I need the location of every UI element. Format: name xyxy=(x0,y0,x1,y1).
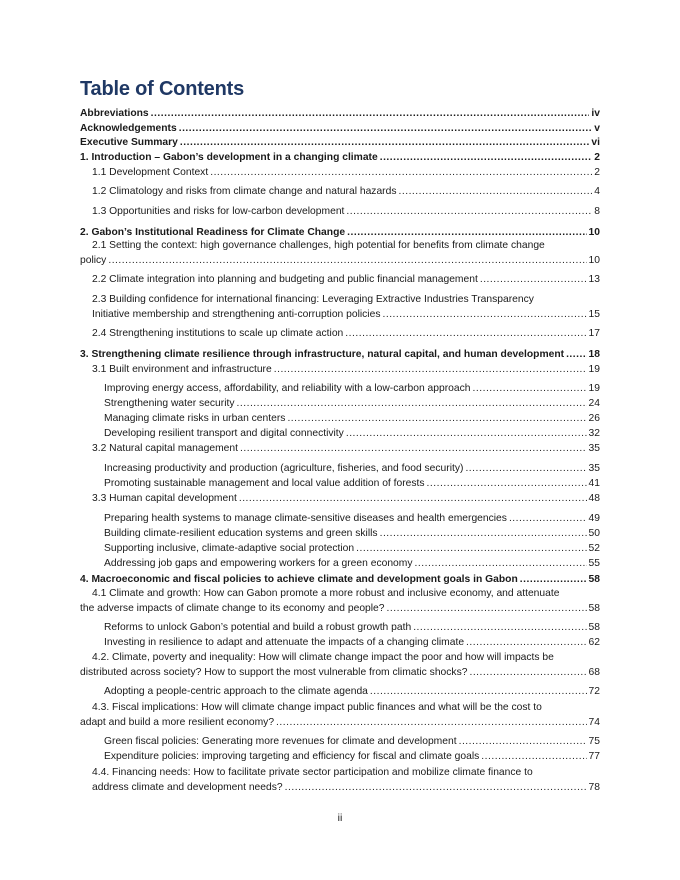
toc-page-number: 58 xyxy=(588,622,600,633)
toc-page-number: 32 xyxy=(588,428,600,439)
toc-entry-3-3[interactable] xyxy=(92,492,600,507)
toc-page-number: 72 xyxy=(588,686,600,697)
toc-entry-section-1[interactable] xyxy=(80,151,600,166)
page-title: Table of Contents xyxy=(80,78,245,100)
toc-entry-education[interactable] xyxy=(104,527,600,542)
toc-entry-health[interactable] xyxy=(104,512,600,527)
toc-page-number: 17 xyxy=(588,328,600,339)
toc-entry-label: Executive Summary xyxy=(80,137,178,148)
toc-entry-forests[interactable] xyxy=(104,477,600,492)
toc-entry-label: Managing climate risks in urban centers xyxy=(104,413,286,424)
dot-leader xyxy=(276,716,586,731)
dot-leader xyxy=(179,122,593,137)
toc-page-number: 41 xyxy=(588,478,600,489)
toc-page-number: 68 xyxy=(588,666,600,678)
toc-page-number: 2 xyxy=(594,166,600,178)
toc-entry-label-continued: distributed across society? How to support the most vulnerable from climatic shocks? xyxy=(80,666,468,678)
toc-page-number: 19 xyxy=(588,363,600,375)
dot-leader xyxy=(427,477,587,492)
toc-entry-urban[interactable] xyxy=(104,412,600,427)
dot-leader xyxy=(356,542,586,557)
dot-leader xyxy=(382,308,586,323)
toc-entry-water[interactable] xyxy=(104,397,600,412)
toc-entry-jobs[interactable] xyxy=(104,557,600,572)
toc-page-number: 58 xyxy=(588,574,600,585)
toc-entry-green-fiscal[interactable] xyxy=(104,735,600,750)
toc-entry-label: 4.1 Climate and growth: How can Gabon promote a more robust and inclusive economy, and attenuate xyxy=(92,588,560,599)
dot-leader xyxy=(285,781,587,796)
toc-entry-label: 3.2 Natural capital management xyxy=(92,443,238,454)
toc-entry-label-continued: policy xyxy=(80,254,107,266)
toc-entry-social-protection[interactable] xyxy=(104,542,600,557)
toc-entry-label: 2.3 Building confidence for international financing: Leveraging Extractive Industries Transparency xyxy=(92,294,534,305)
toc-page-number: 2 xyxy=(594,152,600,163)
toc-entry-transport[interactable] xyxy=(104,427,600,442)
toc-entry-label: Building climate-resilient education systems and green skills xyxy=(104,528,378,539)
toc-page-number: 62 xyxy=(588,637,600,648)
toc-page-number: 10 xyxy=(588,227,600,238)
dot-leader xyxy=(415,557,587,572)
toc-page-number: 19 xyxy=(588,383,600,394)
toc-entry-expenditure[interactable] xyxy=(104,750,600,765)
toc-entry-people-centric[interactable] xyxy=(104,685,600,700)
toc-entry-reforms[interactable] xyxy=(104,621,600,636)
toc-entry-2-1[interactable] xyxy=(80,239,600,268)
toc-entry-label-continued: address climate and development needs? xyxy=(92,781,283,793)
dot-leader xyxy=(413,621,586,636)
toc-page-number: 4 xyxy=(594,186,600,197)
toc-entry-3-1[interactable] xyxy=(92,363,600,378)
toc-entry-label: 2.1 Setting the context: high governance challenges, high potential for benefits from climate change xyxy=(92,240,545,251)
toc-entry-label: 3.3 Human capital development xyxy=(92,493,237,504)
toc-page-number: 26 xyxy=(588,413,600,424)
dot-leader xyxy=(240,442,587,457)
dot-leader xyxy=(520,573,587,588)
toc-entry-label: 4.3. Fiscal implications: How will climate change impact public finances and what will be the cost to xyxy=(92,702,542,713)
toc-entry-label: Expenditure policies: improving targeting and efficiency for fiscal and climate goals xyxy=(104,751,480,762)
toc-entry-resilience[interactable] xyxy=(104,636,600,651)
toc-page-number: 75 xyxy=(588,736,600,747)
toc-entry-label: Developing resilient transport and digital connectivity xyxy=(104,428,344,439)
toc-entry-2-3[interactable] xyxy=(92,293,600,322)
toc-page-number: 15 xyxy=(588,308,600,320)
dot-leader xyxy=(480,273,587,288)
toc-page-number: 52 xyxy=(588,543,600,554)
toc-page-number: 24 xyxy=(588,398,600,409)
toc-entry-3-2[interactable] xyxy=(92,442,600,457)
toc-entry-2-4[interactable] xyxy=(92,327,600,342)
toc-page-number: 48 xyxy=(588,493,600,504)
dot-leader xyxy=(469,666,586,681)
toc-entry-label: Preparing health systems to manage climate-sensitive diseases and health emergencies xyxy=(104,513,507,524)
toc-entry-label: Addressing job gaps and empowering workers for a green economy xyxy=(104,558,413,569)
toc-page-number: 74 xyxy=(588,716,600,728)
toc-page-number: 8 xyxy=(594,206,600,217)
dot-leader xyxy=(473,382,587,397)
toc-page-number: 50 xyxy=(588,528,600,539)
toc-entry-label: 2. Gabon’s Institutional Readiness for Climate Change xyxy=(80,227,346,238)
toc-entry-label: 1.1 Development Context xyxy=(92,166,209,178)
dot-leader xyxy=(459,735,587,750)
toc-page-number: 77 xyxy=(588,751,600,762)
toc-page-number: 35 xyxy=(588,463,600,474)
toc-entry-label: 2.2 Climate integration into planning and budgeting and public financial management xyxy=(92,274,478,285)
toc-page-number: v xyxy=(594,122,600,134)
toc-entry-1-2[interactable] xyxy=(92,185,600,200)
toc-entry-2-2[interactable] xyxy=(92,273,600,288)
toc-entry-label: Adopting a people-centric approach to the climate agenda xyxy=(104,686,368,697)
toc-page-number: vi xyxy=(591,137,600,148)
toc-entry-label: 2.4 Strengthening institutions to scale up climate action xyxy=(92,328,344,339)
toc-entry-label: Promoting sustainable management and local value addition of forests xyxy=(104,478,425,489)
toc-entry-label-continued: Initiative membership and strengthening anti-corruption policies xyxy=(92,308,381,320)
toc-entry-label: Green fiscal policies: Generating more revenues for climate and development xyxy=(104,736,457,747)
toc-entry-label: Increasing productivity and production (agriculture, fisheries, and food security) xyxy=(104,463,464,474)
toc-entry-4-1[interactable] xyxy=(80,587,600,616)
toc-entry-energy[interactable] xyxy=(104,382,600,397)
dot-leader xyxy=(481,750,586,765)
toc-page-number: 10 xyxy=(588,254,600,266)
toc-entry-label: Investing in resilience to adapt and attenuate the impacts of a changing climate xyxy=(104,637,465,648)
toc-entry-1-1[interactable] xyxy=(92,166,600,181)
toc-entry-executive-summary[interactable] xyxy=(80,136,600,151)
toc-entry-label: Reforms to unlock Gabon’s potential and build a robust growth path xyxy=(104,622,412,633)
dot-leader xyxy=(346,205,592,220)
dot-leader xyxy=(465,462,586,477)
toc-page-number: 13 xyxy=(588,274,600,285)
toc-entry-label: 4.2. Climate, poverty and inequality: How will climate change impact the poor and how will impacts be xyxy=(92,652,554,663)
toc-entry-4-4[interactable] xyxy=(92,766,600,795)
dot-leader xyxy=(466,636,586,651)
dot-leader xyxy=(274,363,587,378)
toc-entry-4-2[interactable] xyxy=(80,651,600,680)
dot-leader xyxy=(151,107,590,122)
toc-entry-label: 4.4. Financing needs: How to facilitate private sector participation and mobilize climate finance to xyxy=(92,767,533,778)
toc-entry-label: 1. Introduction – Gabon’s development in a changing climate xyxy=(80,152,378,163)
dot-leader xyxy=(509,512,587,527)
toc-entry-abbreviations[interactable] xyxy=(80,107,600,122)
dot-leader xyxy=(398,185,592,200)
toc-entry-section-3[interactable] xyxy=(80,348,600,363)
toc-page-number: 58 xyxy=(588,602,600,614)
dot-leader xyxy=(237,397,587,412)
toc-entry-label: 3. Strengthening climate resilience through infrastructure, natural capital, and human development xyxy=(80,349,565,360)
toc-entry-label-continued: the adverse impacts of climate change to its economy and people? xyxy=(80,602,385,614)
dot-leader xyxy=(370,685,587,700)
dot-leader xyxy=(380,151,593,166)
toc-page-number: iv xyxy=(591,108,600,119)
dot-leader xyxy=(566,348,586,363)
dot-leader xyxy=(210,166,592,181)
toc-entry-label: 3.1 Built environment and infrastructure xyxy=(92,363,272,375)
dot-leader xyxy=(346,427,587,442)
toc-entry-label-continued: adapt and build a more resilient economy? xyxy=(80,716,275,728)
toc-page-number: 18 xyxy=(588,349,600,360)
toc-entry-label: Abbreviations xyxy=(80,108,149,119)
toc-entry-label: 4. Macroeconomic and fiscal policies to achieve climate and development goals in Gabon xyxy=(80,574,518,585)
toc-entry-label: Improving energy access, affordability, and reliability with a low-carbon approach xyxy=(104,383,471,394)
dot-leader xyxy=(108,254,586,269)
toc-page-number: 49 xyxy=(588,513,600,524)
toc-entry-label: Supporting inclusive, climate-adaptive social protection xyxy=(104,543,355,554)
toc-page-number: 35 xyxy=(588,443,600,454)
toc-entry-4-3[interactable] xyxy=(80,701,600,730)
toc-entry-label: Acknowledgements xyxy=(80,122,177,134)
toc-page-number: 78 xyxy=(588,781,600,793)
toc-page-number: 55 xyxy=(588,558,600,569)
dot-leader xyxy=(287,412,586,427)
toc-entry-label: 1.2 Climatology and risks from climate change and natural hazards xyxy=(92,186,397,197)
dot-leader xyxy=(380,527,587,542)
dot-leader xyxy=(239,492,587,507)
toc-entry-label: Strengthening water security xyxy=(104,398,235,409)
toc-entry-acknowledgements[interactable] xyxy=(80,122,600,137)
dot-leader xyxy=(180,136,590,151)
page-number-footer: ii xyxy=(337,812,343,824)
toc-entry-section-4[interactable] xyxy=(80,573,600,588)
toc-entry-label: 1.3 Opportunities and risks for low-carbon development xyxy=(92,206,345,217)
toc-entry-agriculture[interactable] xyxy=(104,462,600,477)
toc-entry-1-3[interactable] xyxy=(92,205,600,220)
dot-leader xyxy=(345,327,586,342)
dot-leader xyxy=(387,602,587,617)
